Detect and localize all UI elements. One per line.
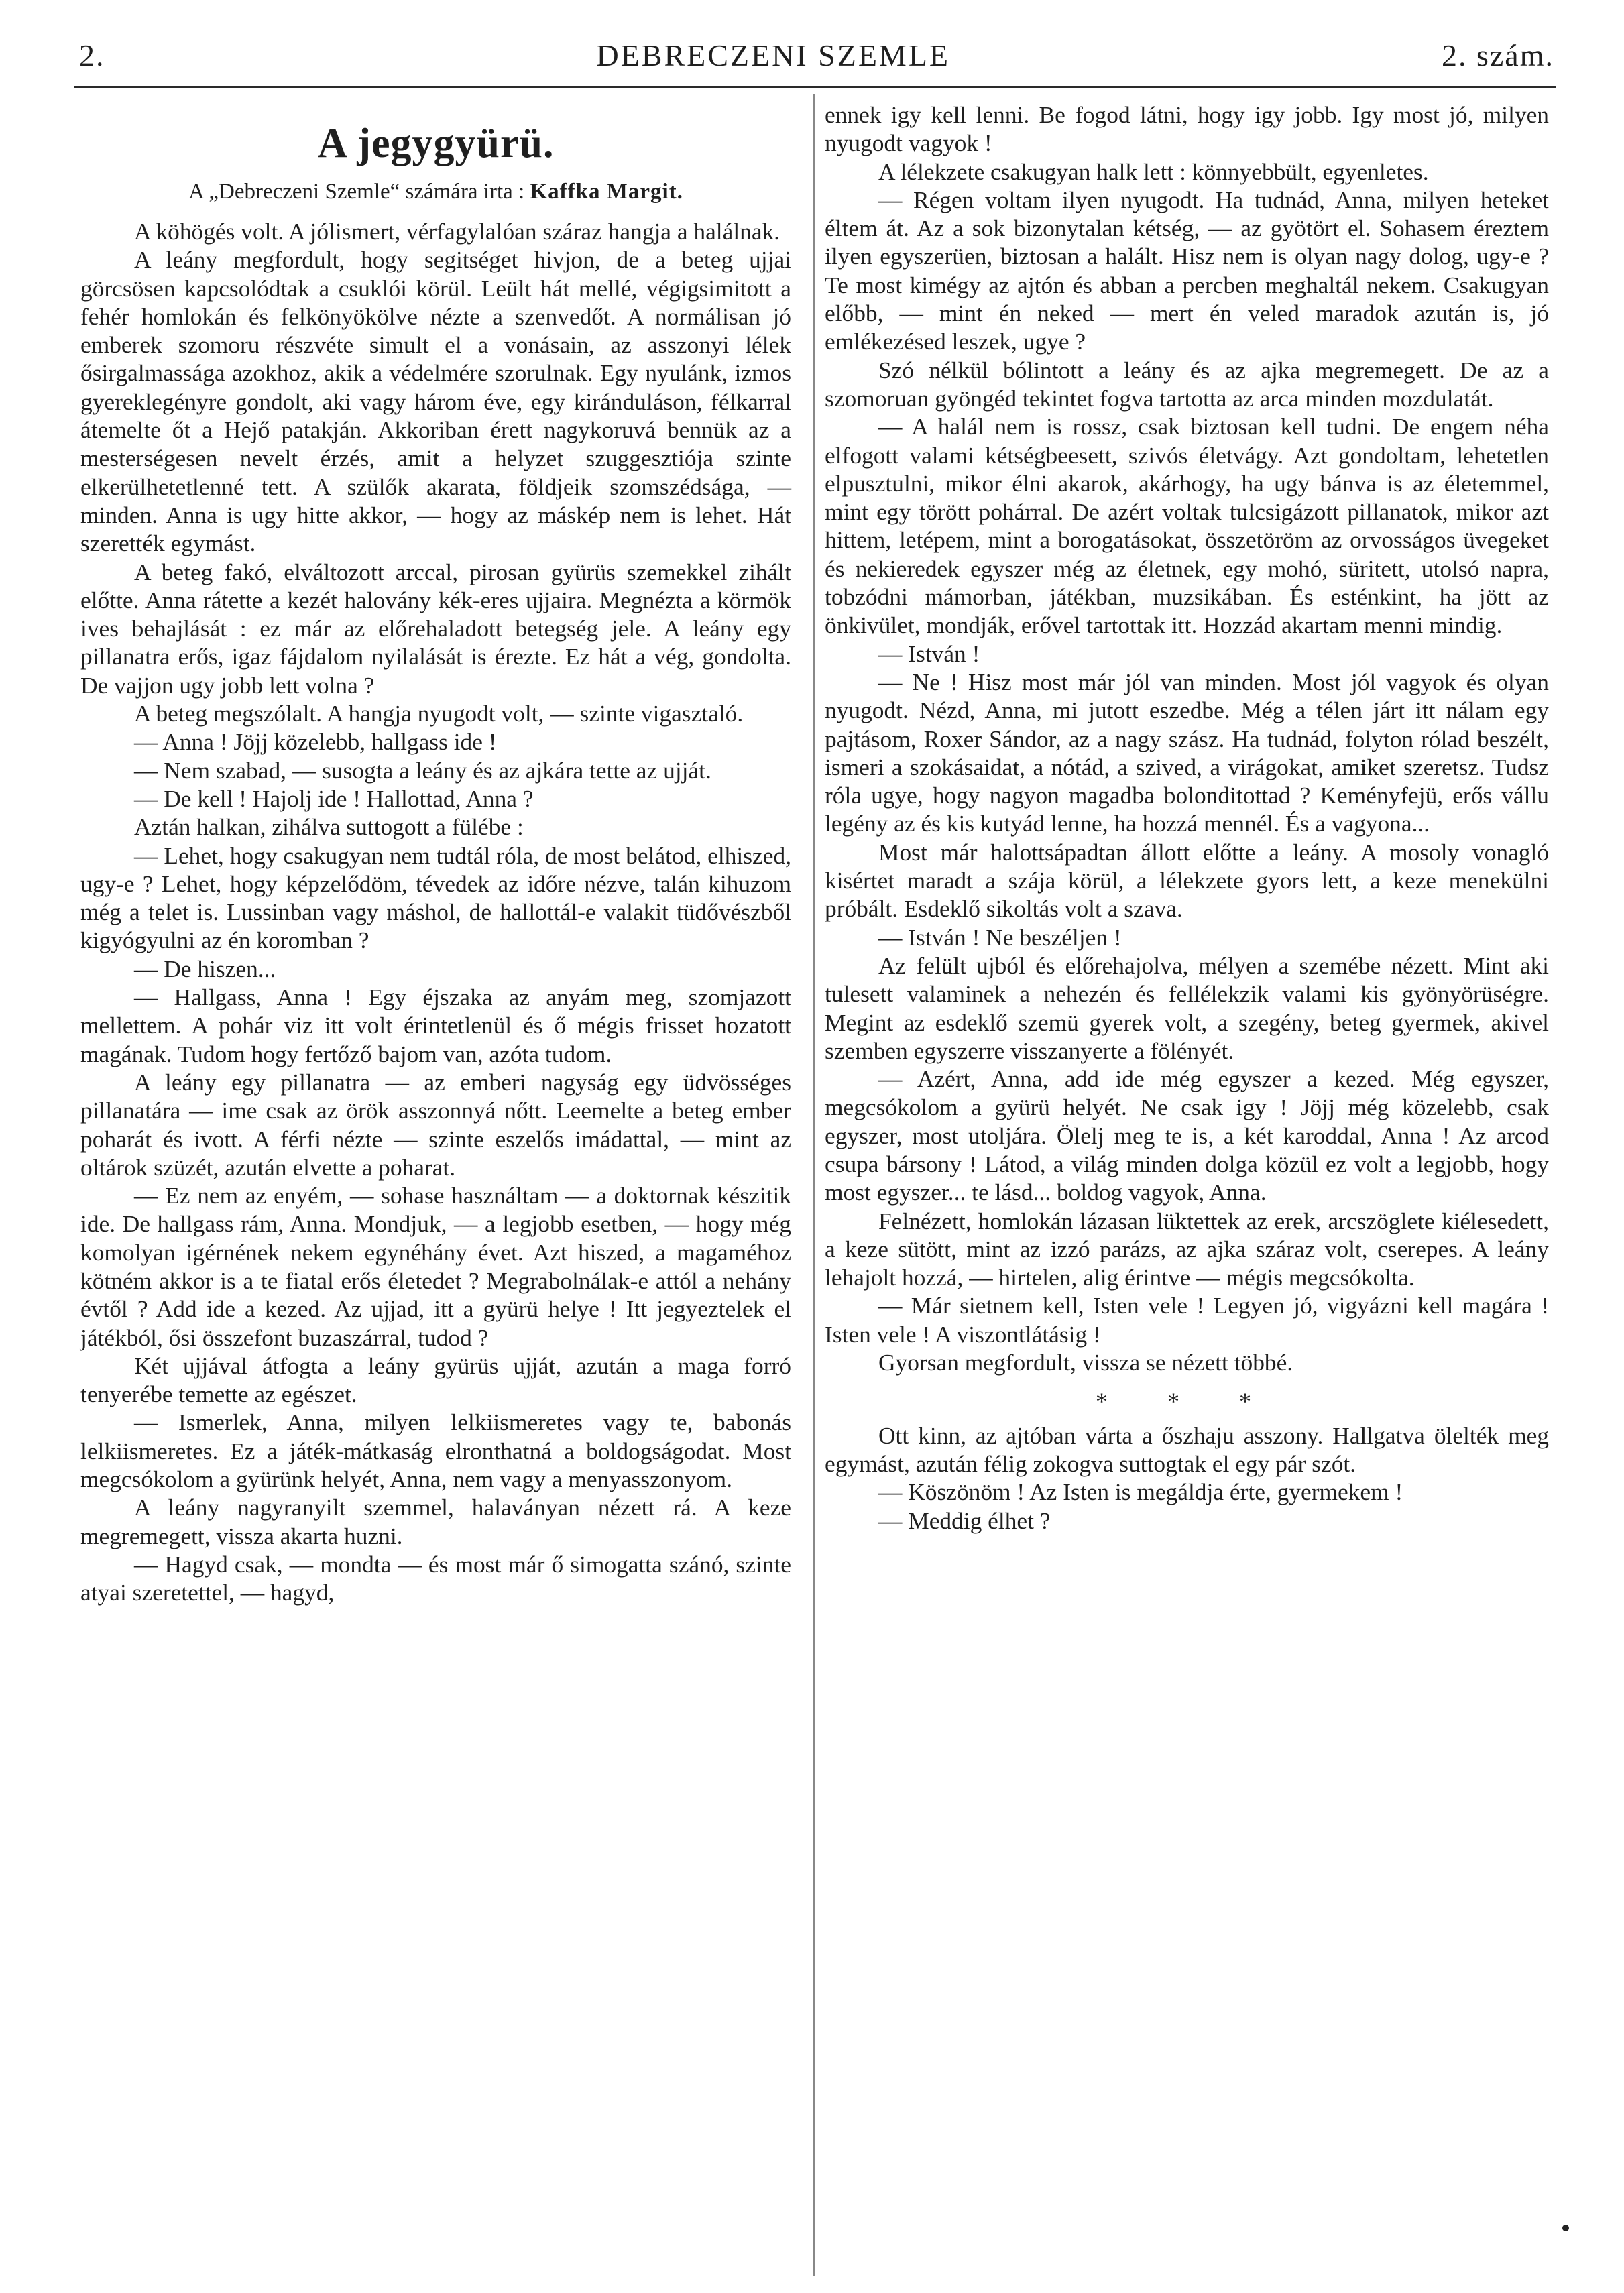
continued-paragraph: ennek igy kell lenni. Be fogod látni, hogy igy jobb. Igy most jó, milyen nyugodt vagyok ! — [825, 101, 1549, 157]
byline-prefix: A „Debreczeni Szemle“ számára irta : — [188, 180, 525, 204]
paragraph: — Azért, Anna, add ide még egyszer a kezed. Még egyszer, megcsókolom a gyürü helyét. Ne csak igy ! Jöjj még közelebb, csak egyszer, most utoljára. Ölelj meg te is, a két karoddal, Anna ! Az arcod csupa bársony ! Látod, a világ minden dolga közül ez volt a legjobb, hogy most egyszer... te lásd... boldog vagyok, Anna. — [825, 1065, 1549, 1206]
right-column-body — [825, 158, 1549, 1377]
page-header — [79, 38, 1554, 78]
author-name: Kaffka Margit. — [530, 180, 683, 204]
column-divider — [813, 94, 815, 2276]
paragraph: — Már sietnem kell, Isten vele ! Legyen jó, vigyázni kell magára ! Isten vele ! A viszontlátásig ! — [825, 1292, 1549, 1348]
right-column — [825, 101, 1549, 1535]
page-number: 2. — [79, 38, 105, 72]
paragraph: — Anna ! Jöjj közelebb, hallgass ide ! — [134, 728, 497, 756]
paragraph: — A halál nem is rossz, csak biztosan kell tudni. De engem néha elfogott valami kétségbeesett, szivós életvágy. Azt gondoltam, lehetetlen elpusztulni, mikor élni akarok, akárhogy, ha ugy bánva is az életemmel, mint egy törött pohárral. De azért voltak tulcsigázott pillanatok, mikor azt hittem, letépem, mint a borogatásokat, összetöröm az orvosságos üvegeket és nekieredek egyszer még az életnek, egy mohó, süritett, utolsó napra, tobzódni mámorban, játékban, muzsikában. És esténkint, ha jött az önkivület, mondják, erővel tartottak itt. Hozzád akartam menni mindig. — [825, 413, 1549, 639]
issue-number: 2. szám. — [1441, 38, 1554, 72]
paragraph: A leány megfordult, hogy segitséget hivjon, de a beteg ujjai görcsösen kapcsolódtak a csuklói körül. Leült hát mellé, végigsimitott a fehér homlokán és felkönyökölve nézte a szenvedőt. A normálisan jó emberek szomoru részvéte simult el a vonásain, az asszonyi lélek ősirgalmassága azokhoz, akik a védelmére szorulnak. Egy nyulánk, izmos gyereklegényre gondolt, aki vagy három éve, egy kiránduláson, félkarral átemelte őt a Hejő patakján. Akkoriban érett nagykoruvá bennük az a mesterségesen nevelt érzés, amit a helyzet szuggesztiója szinte elkerülhetetlenné tett. A szülők akarata, földjeik szomszédsága, — minden. Anna is ugy hitte akkor, — hogy az máskép‍ nem is lehet. Hát szerették egymást. — [80, 246, 791, 557]
paragraph: — De hiszen... — [134, 955, 276, 982]
journal-title: DEBRECZENI SZEMLE — [596, 38, 951, 72]
section-separator: * * * — [1096, 1388, 1278, 1415]
paragraph: Ott kinn, az ajtóban várta a őszhaju asszony. Hallgatva ölelték meg egymást, azután félig zokogva suttogtak el egy pár szót. — [825, 1421, 1549, 1477]
paragraph: — Hagyd csak, — mondta — és most már ő simogatta szánó, szinte atyai szeretettel, — hagyd, — [80, 1550, 791, 1606]
paragraph: Szó nélkül bólintott a leány és az ajka megremegett. De az a szomoruan gyöngéd tekintet fogva tartotta az arca minden mozdulatát. — [825, 356, 1549, 412]
paragraph: Két ujjával átfogta a leány gyürüs ujját, azután a maga forró tenyerébe temette az egészet. — [80, 1352, 791, 1408]
paragraph: — Ismerlek, Anna, milyen lelkiismeretes vagy te, babonás lelkiismeretes. Ez a játék-mátkaság elronthatná a boldogságodat. Most megcsókolom a gyürünk helyét, Anna, nem vagy a menyasszonyom. — [80, 1409, 791, 1493]
paragraph: — Ez nem az enyém, — sohase használtam — a doktornak készitik ide. De hallgass rám, Anna. Mondjuk, — a legjobb esetben, — hogy még komolyan igérnének nekem egynéhány évet. Azt hiszed, a magaméhoz kötném akkor is a te fiatal erős életedet ? Megrabolnálak-e attól a nehány évtől ? Add ide a kezed. Az ujjad, itt a gyürü helye ! Itt jegyeztelek el játékból, ősi összefont buzaszárral, tudod ? — [80, 1182, 791, 1351]
paragraph: — István ! — [878, 640, 980, 667]
paragraph: — Régen voltam ilyen nyugodt. Ha tudnád, Anna, milyen heteket éltem át. Az a sok bizonytalan kétség, — az gyötört el. Sohasem éreztem ilyen egyszerüen, biztosan a halált. Hisz nem is olyan nagy dolog, ugy-e ? Te most kimégy az ajtón és abban a percben meghaltál nekem. Csakugyan előbb, — mint én neked — mert én veled maradok azután is, jó emlékezésed leszek, ugye ? — [825, 186, 1549, 355]
paragraph: — De kell ! Hajolj ide ! Hallottad, Anna ? — [134, 784, 534, 812]
paragraph: A köhögés volt. A jólismert, vérfagylalóan száraz hangja a halálnak. — [134, 218, 780, 245]
page-mark — [1562, 2225, 1569, 2231]
article-title: A jegygyürü. — [317, 121, 555, 166]
paragraph: Aztán halkan, zihálva suttogott a fülébe : — [134, 813, 524, 841]
left-column — [80, 101, 791, 1607]
final-section-body — [825, 1421, 1549, 1535]
paragraph: Az felült ujból és előrehajolva, mélyen a szemébe nézett. Mint aki tulesett valaminek a nehezén és fellélekzik valami kis gyönyörüségre. Megint az esdeklő szemü gyerek volt, a szegény, beteg gyermek, akivel szemben egyszerre visszanyerte a fölényét. — [825, 951, 1549, 1064]
paragraph: — Hallgass, Anna ! Egy éjszaka az anyám meg, szomjazott mellettem. A pohár viz itt volt érintetlenül és ő mégis frisset hozatott magának. Tudom hogy fertőző bajom van, azóta tudom. — [80, 984, 791, 1067]
paragraph: — Meddig élhet ? — [878, 1507, 1051, 1534]
paragraph: — Lehet, hogy csakugyan nem tudtál róla, de most belátod, elhiszed, ugy-e ? Lehet, hogy képzelődöm, tévedek az időre nézve, talán kihuzom még a telet is. Lussinban vagy máshol, de hallottál-e valakit tüdővészből kigyógyulni az én koromban ? — [80, 841, 791, 954]
paragraph: — Ne ! Hisz most már jól van minden. Most jól vagyok és olyan nyugodt. Nézd, Anna, mi jutott eszedbe. Még a télen járt itt nálam egy pajtásom, Roxer Sándor, az a nagy szász. Ha tudnád, folyton rólad beszélt, ismeri a szokásaidat, a nótád, a szived, a virágokat, amiket szeretsz. Tudsz róla ugye, hogy nagyon magadba bolonditottad ? Keményfejü, erős vállu legény az és kis kutyád lenne, ha hozzá mennél. És a vagyona... — [825, 668, 1549, 837]
paragraph: Gyorsan megfordult, vissza se nézett többé. — [878, 1349, 1293, 1376]
paragraph: Most már halottsápadtan állott előtte a leány. A mosoly vonagló kisértet maradt a szája körül, a lélekzete gyors lett, a keze menekülni próbált. Esdeklő sikoltás volt a szava. — [825, 838, 1549, 923]
paragraph: A leány egy pillanatra — az emberi nagyság egy üdvösséges pillanatára — ime csak az örök asszonnyá nőtt. Leemelte a beteg ember poharát és ivott. A férfi nézte — szinte eszelős imádattal, — mint az oltárok szüzét, azután elvette a poharat. — [80, 1068, 791, 1181]
header-rule — [74, 86, 1556, 88]
paragraph: A leány nagyranyilt szemmel, halaványan nézett rá. A keze megremegett, vissza akarta huzni. — [80, 1494, 791, 1549]
left-column-body — [80, 217, 791, 1607]
paragraph: — Nem szabad, — susogta a leány és az ajkára tette az ujját. — [134, 756, 711, 784]
paragraph: — István ! Ne beszéljen ! — [878, 923, 1122, 951]
paragraph: A beteg megszólalt. A hangja nyugodt volt, — szinte vigasztaló. — [134, 700, 744, 727]
byline — [80, 176, 791, 208]
paragraph: Felnézett, homlokán lázasan lüktettek az erek, arcszöglete kiélesedett, a keze sütött, mint az izzó parázs, az ajka száraz volt, cserepes. A leány lehajolt hozzá, — hirtelen, alig érintve — mégis megcsókolta. — [825, 1207, 1549, 1291]
paragraph: A beteg fakó, elváltozott arccal, pirosan gyürüs szemekkel zihált előtte. Anna rátette a kezét halovány kék-eres ujjaira. Megnézta a körmök ives behajlását : ez már az előrehaladott betegség jele. A leány egy pillanatra erős, igaz fájdalom nyilalását is érezte. Ez hát a vég, gondolta. De vajjon ugy jobb lett volna ? — [80, 558, 791, 699]
paragraph: A lélekzete csakugyan halk lett : könnyebbült, egyenletes. — [878, 158, 1429, 185]
paragraph: — Köszönöm ! Az Isten is megáldja érte, gyermekem ! — [878, 1478, 1403, 1506]
